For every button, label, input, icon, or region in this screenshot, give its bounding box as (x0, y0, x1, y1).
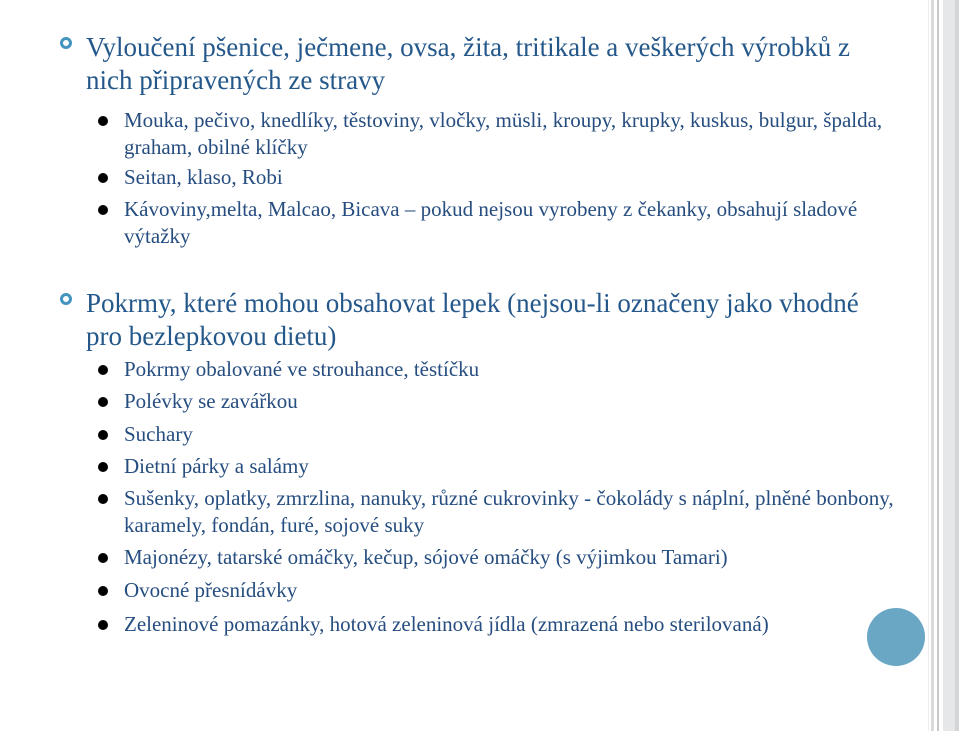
disc-bullet-icon (98, 397, 108, 407)
disc-bullet-icon (98, 205, 108, 215)
list-item: Seitan, klaso, Robi (124, 165, 283, 189)
edge-stripe (955, 0, 959, 731)
list-item: Suchary (124, 422, 193, 446)
edge-stripe (937, 0, 939, 731)
list-item: Sušenky, oplatky, zmrzlina, nanuky, různé cukrovinky - čokolády s náplní, plněné bonbony, karamely, fondán, furé, sojové suky (124, 486, 894, 537)
list-item: Dietní párky a salámy (124, 454, 309, 478)
list-item: Majonézy, tatarské omáčky, kečup, sójové omáčky (s výjimkou Tamari) (124, 545, 728, 569)
disc-bullet-icon (98, 553, 108, 563)
disc-bullet-icon (98, 620, 108, 630)
disc-bullet-icon (98, 462, 108, 472)
disc-bullet-icon (98, 494, 108, 504)
section-heading: Vyloučení pšenice, ječmene, ovsa, žita, tritikale a veškerých výrobků z nich připravených ze stravy (86, 32, 850, 95)
edge-stripe (928, 0, 929, 731)
decorative-circle (867, 608, 925, 666)
disc-bullet-icon (98, 173, 108, 183)
section-heading: Pokrmy, které mohou obsahovat lepek (nejsou-li označeny jako vhodné pro bezlepkovou dietu) (86, 288, 859, 351)
disc-bullet-icon (98, 586, 108, 596)
circle-bullet-icon (60, 37, 72, 49)
list-item: Kávoviny,melta, Malcao, Bicava – pokud nejsou vyrobeny z čekanky, obsahují sladové výtažky (124, 197, 858, 248)
edge-stripe (931, 0, 934, 731)
list-item: Polévky se zavářkou (124, 389, 298, 413)
circle-bullet-icon (60, 293, 72, 305)
edge-stripe (943, 0, 955, 731)
list-item: Mouka, pečivo, knedlíky, těstoviny, vločky, müsli, kroupy, krupky, kuskus, bulgur, špalda, graham, obilné klíčky (124, 108, 883, 159)
list-item: Pokrmy obalované ve strouhance, těstíčku (124, 357, 480, 381)
list-item: Ovocné přesnídávky (124, 578, 298, 602)
disc-bullet-icon (98, 116, 108, 126)
disc-bullet-icon (98, 430, 108, 440)
list-item: Zeleninové pomazánky, hotová zeleninová jídla (zmrazená nebo sterilovaná) (124, 612, 769, 636)
disc-bullet-icon (98, 365, 108, 375)
